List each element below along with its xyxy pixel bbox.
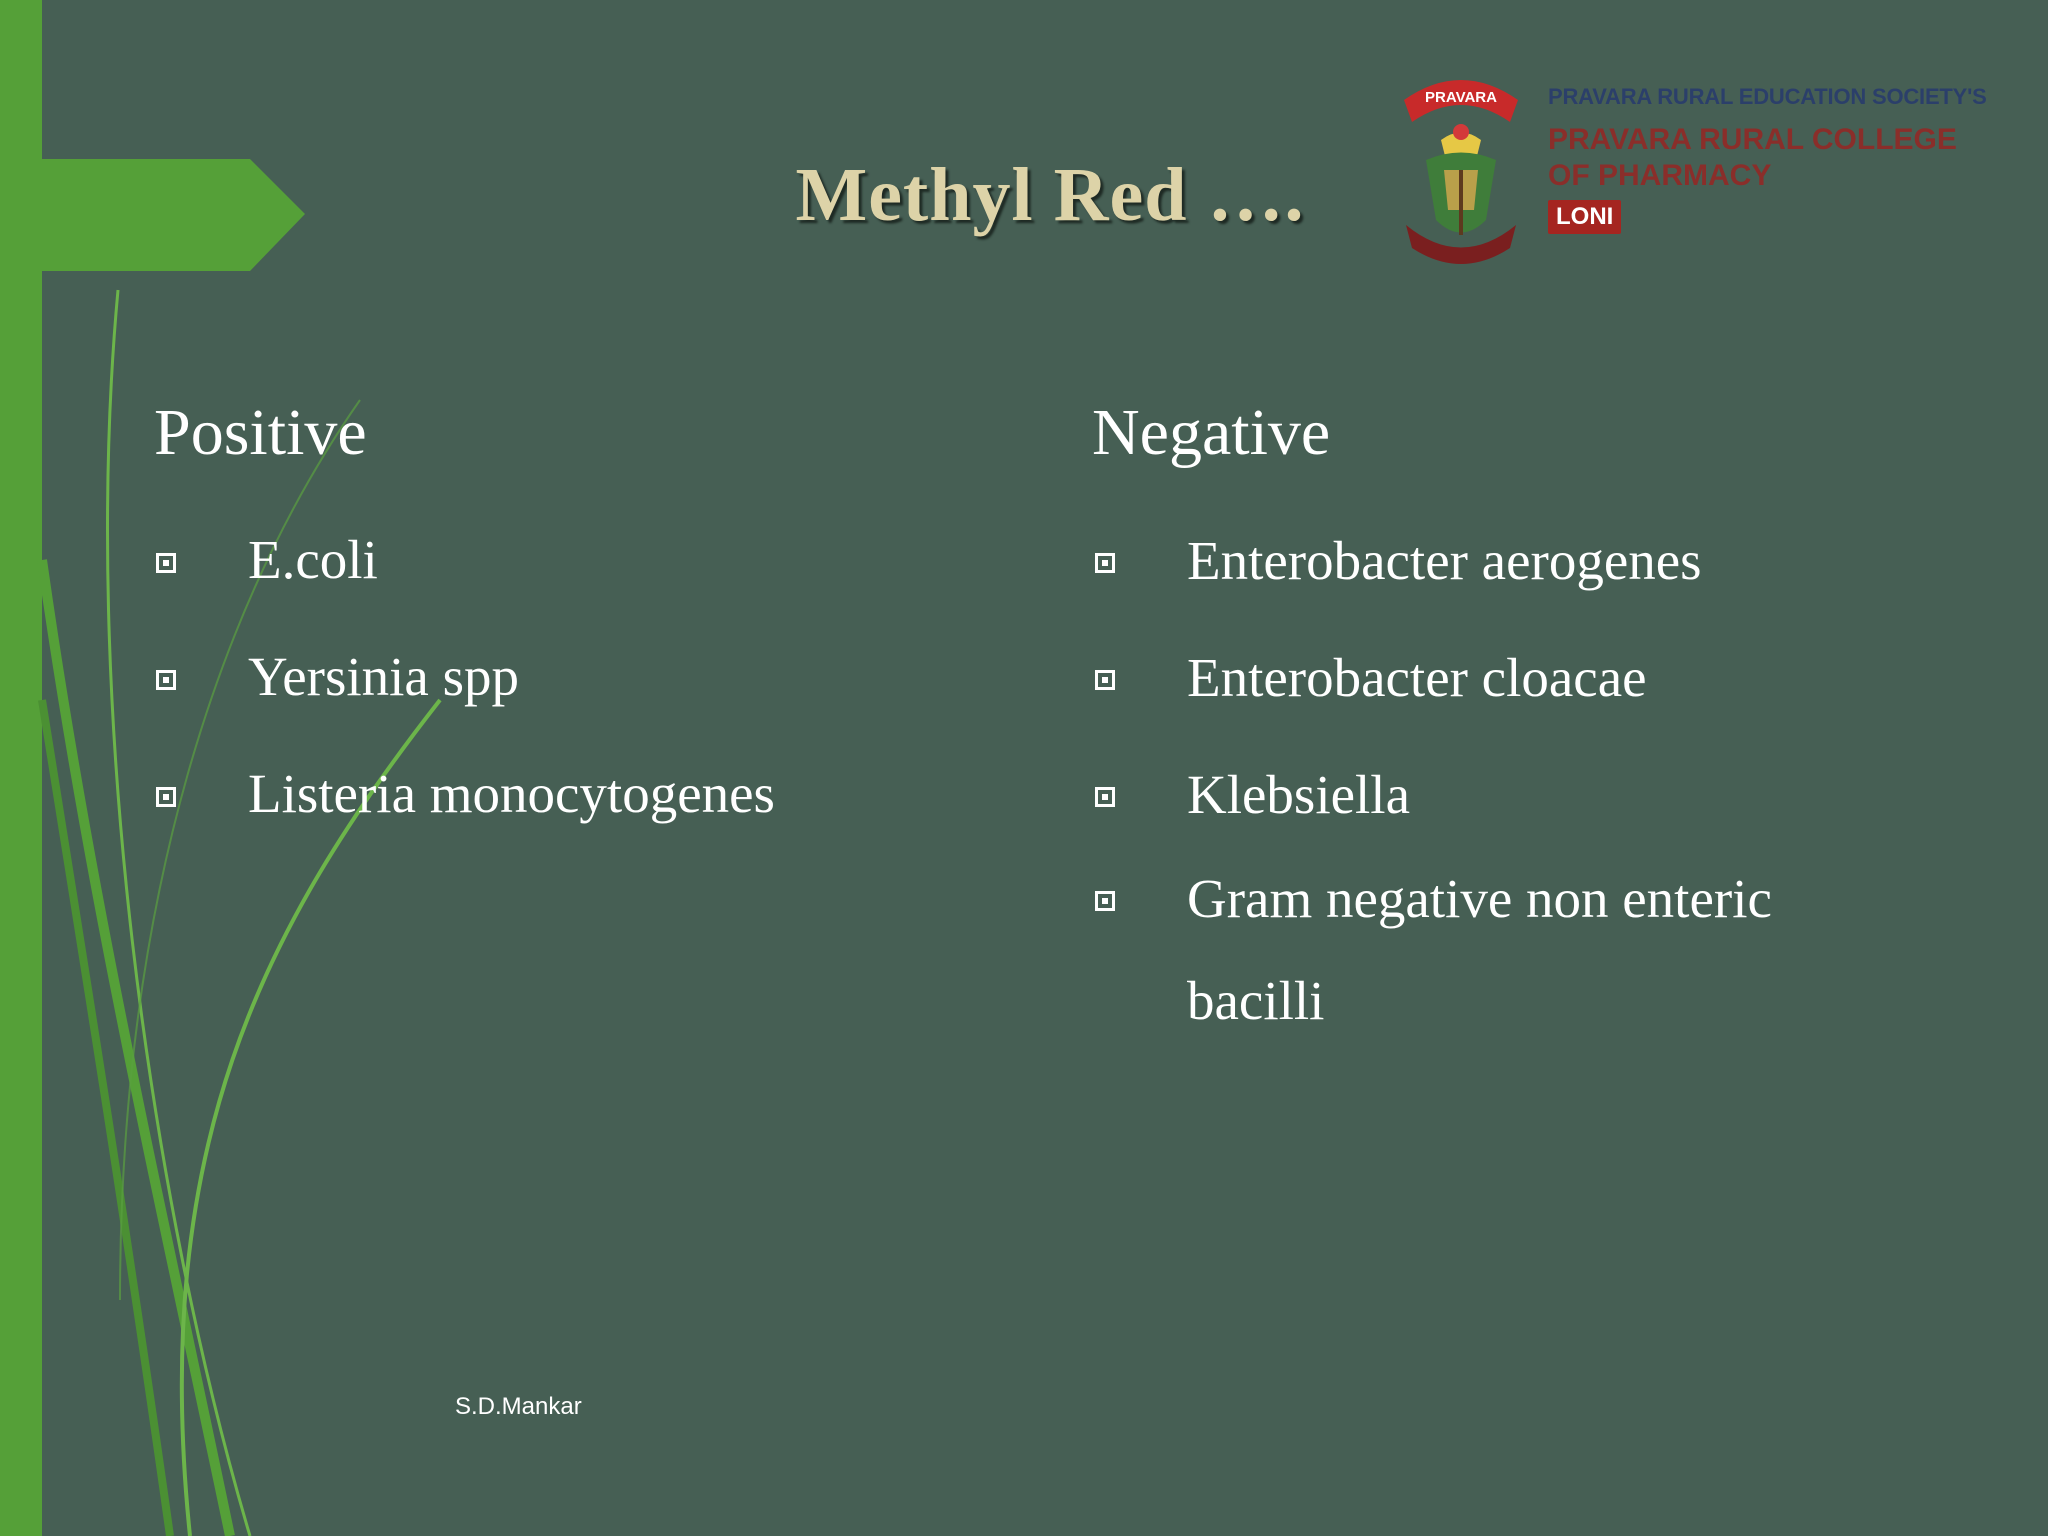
location-badge: LONI bbox=[1548, 200, 1621, 234]
square-bullet-icon bbox=[1095, 787, 1115, 807]
square-bullet-icon bbox=[1095, 670, 1115, 690]
list-item: E.coli bbox=[156, 525, 775, 642]
list-item: Gram negative non enteric bacilli bbox=[1095, 848, 1772, 1052]
decor-curve-1 bbox=[108, 290, 250, 1536]
list-item: Enterobacter cloacae bbox=[1095, 627, 1772, 744]
square-bullet-icon bbox=[1095, 891, 1115, 911]
square-bullet-icon bbox=[156, 670, 176, 690]
college-emblem-icon bbox=[1386, 60, 1536, 270]
decor-curve-3 bbox=[42, 700, 170, 1536]
author-footer: S.D.Mankar bbox=[455, 1393, 582, 1420]
positive-list bbox=[156, 525, 775, 876]
list-item: Listeria monocytogenes bbox=[156, 759, 775, 876]
square-bullet-icon bbox=[156, 553, 176, 573]
square-bullet-icon bbox=[1095, 553, 1115, 573]
svg-text:PRAVARA: PRAVARA bbox=[1425, 89, 1497, 106]
society-name: PRAVARA RURAL EDUCATION SOCIETY'S bbox=[1548, 84, 1987, 109]
title-arrow-shape bbox=[42, 159, 305, 271]
negative-list bbox=[1095, 510, 1772, 1052]
negative-heading: Negative bbox=[1092, 396, 1331, 469]
college-name: PRAVARA RURAL COLLEGE OF PHARMACY bbox=[1548, 123, 1957, 192]
list-item: Klebsiella bbox=[1095, 744, 1772, 848]
positive-heading: Positive bbox=[154, 396, 367, 469]
list-item: Yersinia spp bbox=[156, 642, 775, 759]
square-bullet-icon bbox=[156, 787, 176, 807]
list-item: Enterobacter aerogenes bbox=[1095, 510, 1772, 627]
slide-title: Methyl Red …. bbox=[795, 153, 1305, 237]
college-logo bbox=[1386, 60, 2006, 270]
